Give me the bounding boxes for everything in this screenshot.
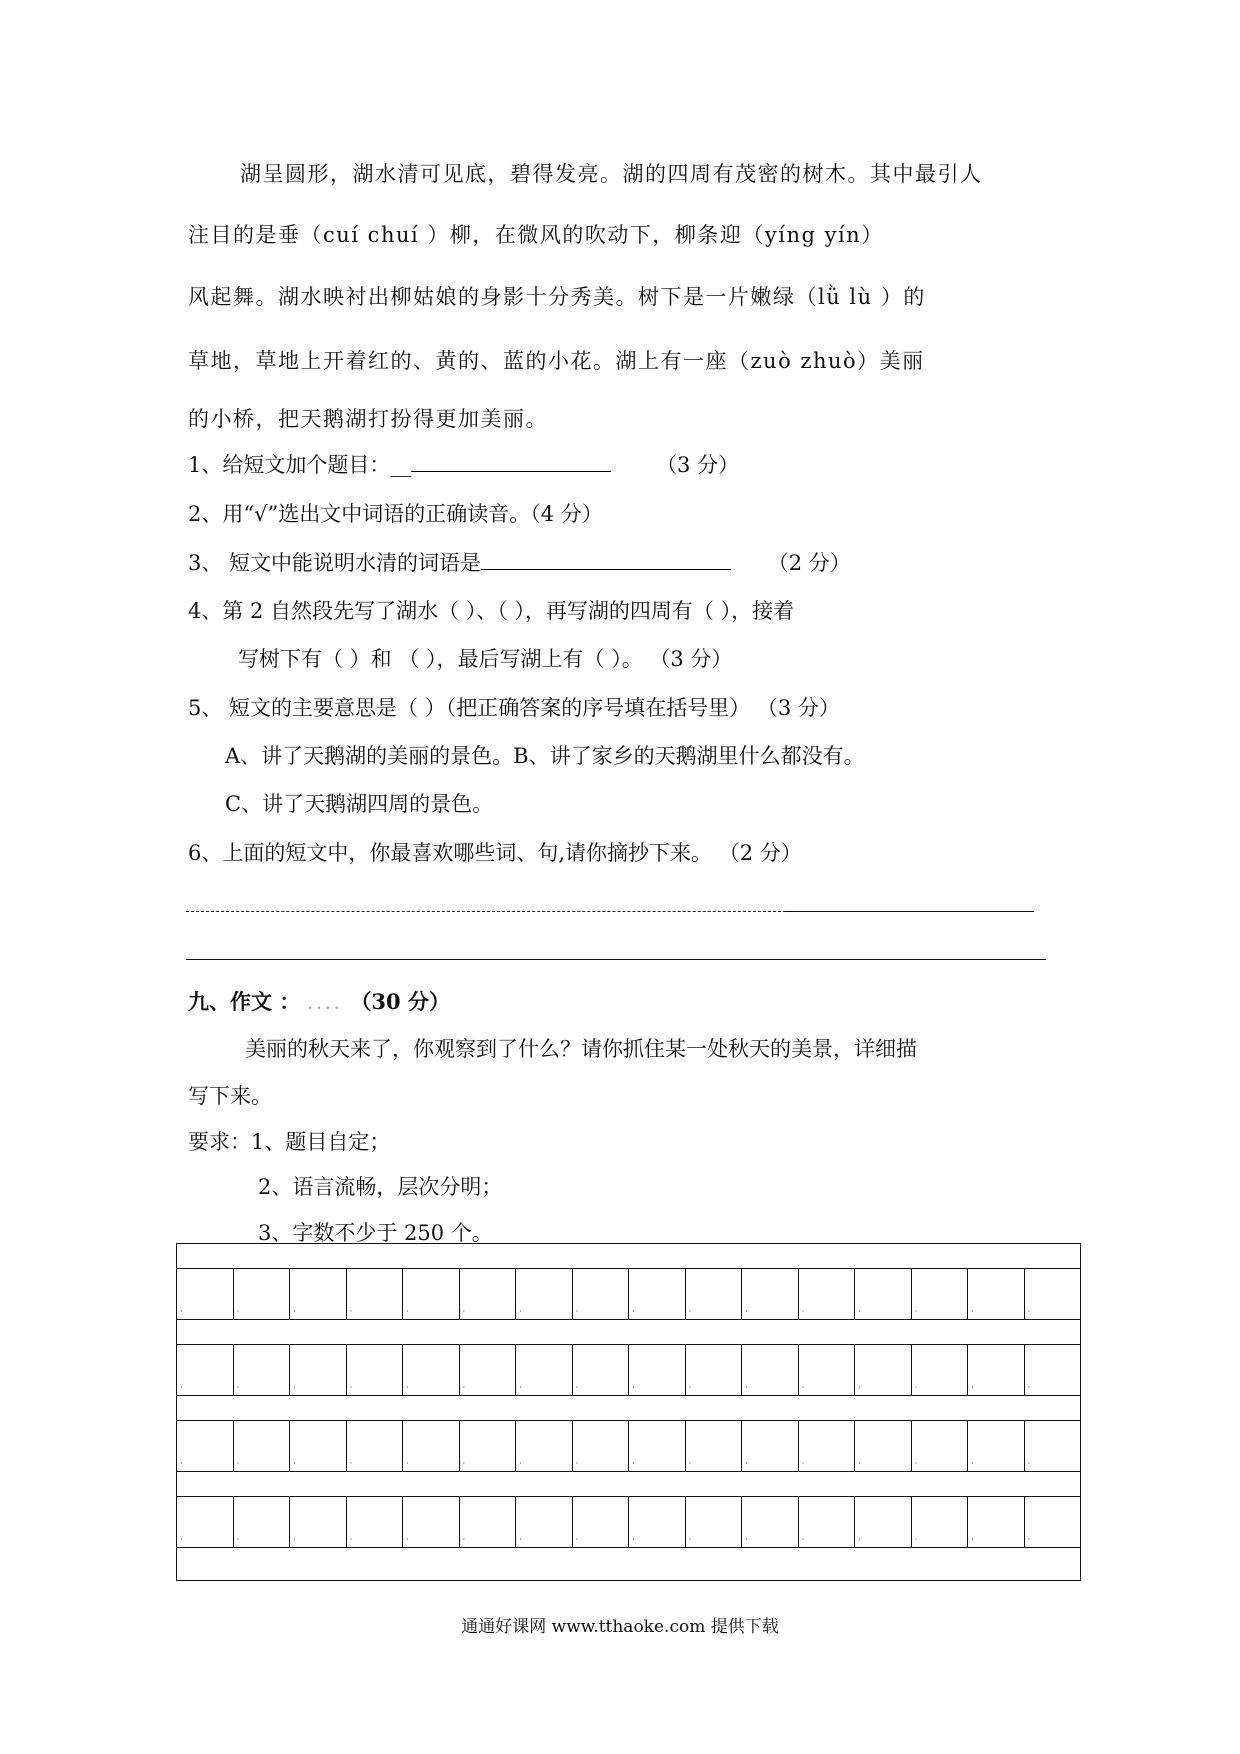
grid-cell[interactable]	[799, 1269, 856, 1319]
grid-cell[interactable]	[799, 1497, 856, 1547]
grid-cell[interactable]	[177, 1345, 234, 1395]
grid-cell[interactable]	[686, 1497, 743, 1547]
grid-cell[interactable]	[912, 1269, 969, 1319]
grid-cell[interactable]	[403, 1345, 460, 1395]
grid-cell[interactable]	[912, 1421, 969, 1471]
grid-cell[interactable]	[742, 1345, 799, 1395]
grid-cell[interactable]	[968, 1269, 1025, 1319]
grid-cell[interactable]	[290, 1497, 347, 1547]
composition-prompt-line-1: 美丽的秋天来了，你观察到了什么？请你抓住某一处秋天的美景，详细描	[245, 1037, 917, 1061]
grid-cell[interactable]	[177, 1421, 234, 1471]
question-2: 2、用“√”选出文中词语的正确读音。（4 分）	[188, 502, 603, 526]
grid-cell[interactable]	[347, 1497, 404, 1547]
grid-cell[interactable]	[629, 1269, 686, 1319]
grid-cell[interactable]	[234, 1497, 291, 1547]
grid-row	[177, 1268, 1080, 1320]
question-3	[188, 549, 851, 577]
grid-cell[interactable]	[912, 1345, 969, 1395]
composition-heading-dots: ....	[307, 997, 344, 1013]
grid-cell[interactable]	[573, 1421, 630, 1471]
question-6: 6、上面的短文中，你最喜欢哪些词、句,请你摘抄下来。 （2 分）	[188, 841, 802, 865]
grid-cell[interactable]	[1025, 1345, 1081, 1395]
grid-cell[interactable]	[629, 1345, 686, 1395]
grid-cell[interactable]	[573, 1345, 630, 1395]
grid-cell[interactable]	[234, 1345, 291, 1395]
grid-cell[interactable]	[177, 1497, 234, 1547]
grid-cell[interactable]	[460, 1421, 517, 1471]
grid-cell[interactable]	[686, 1345, 743, 1395]
grid-cell[interactable]	[855, 1497, 912, 1547]
grid-cell[interactable]	[1025, 1497, 1081, 1547]
grid-cell[interactable]	[290, 1269, 347, 1319]
grid-cell[interactable]	[516, 1497, 573, 1547]
requirement-3: 3、字数不少于 250 个。	[258, 1221, 493, 1245]
question-1	[188, 451, 739, 479]
grid-cell[interactable]	[1025, 1269, 1081, 1319]
grid-cell[interactable]	[1025, 1421, 1081, 1471]
grid-cell[interactable]	[742, 1421, 799, 1471]
grid-cell[interactable]	[460, 1345, 517, 1395]
composition-heading-label: 九、作文 ：	[188, 989, 301, 1014]
grid-cell[interactable]	[516, 1345, 573, 1395]
answer-line-1-solid[interactable]	[786, 911, 1034, 912]
grid-cell[interactable]	[855, 1421, 912, 1471]
grid-cell[interactable]	[912, 1497, 969, 1547]
grid-cell[interactable]	[234, 1421, 291, 1471]
grid-cell[interactable]	[573, 1269, 630, 1319]
grid-cell[interactable]	[573, 1497, 630, 1547]
passage-line-2: 注目的是垂（cuí chuí ）柳，在微风的吹动下，柳条迎（yíng yín）	[188, 223, 884, 247]
question-5-option-ab: A、讲了天鹅湖的美丽的景色。B、讲了家乡的天鹅湖里什么都没有。	[225, 744, 865, 768]
grid-cell[interactable]	[460, 1497, 517, 1547]
composition-heading-score: （30 分）	[350, 989, 450, 1014]
composition-prompt-line-2: 写下来。	[188, 1084, 272, 1108]
grid-cell[interactable]	[629, 1497, 686, 1547]
grid-cell[interactable]	[516, 1421, 573, 1471]
question-1-prefix: __	[390, 453, 412, 477]
grid-cell[interactable]	[968, 1345, 1025, 1395]
passage-line-4: 草地，草地上开着红的、黄的、蓝的小花。湖上有一座（zuò zhuò）美丽	[188, 349, 925, 373]
question-3-text: 3、 短文中能说明水清的词语是	[188, 551, 482, 575]
passage-line-1: 湖呈圆形，湖水清可见底，碧得发亮。湖的四周有茂密的树木。其中最引人	[240, 162, 983, 186]
grid-cell[interactable]	[347, 1421, 404, 1471]
grid-cell[interactable]	[234, 1269, 291, 1319]
grid-cell[interactable]	[855, 1269, 912, 1319]
grid-cell[interactable]	[968, 1421, 1025, 1471]
question-5: 5、 短文的主要意思是（ ）（把正确答案的序号填在括号里） （3 分）	[188, 696, 840, 720]
grid-cell[interactable]	[290, 1345, 347, 1395]
grid-row	[177, 1344, 1080, 1396]
question-1-text: 1、给短文加个题目：	[188, 453, 391, 477]
question-5-option-c: C、讲了天鹅湖四周的景色。	[225, 792, 494, 816]
question-3-score: （2 分）	[767, 551, 851, 575]
writing-grid[interactable]	[176, 1243, 1081, 1581]
requirement-1: 要求：1、题目自定；	[188, 1130, 391, 1154]
grid-cell[interactable]	[799, 1421, 856, 1471]
footer-text: 通通好课网 www.tthaoke.com 提供下载	[461, 1617, 779, 1637]
answer-line-2[interactable]	[186, 959, 1046, 960]
grid-cell[interactable]	[403, 1421, 460, 1471]
passage-line-3: 风起舞。湖水映衬出柳姑娘的身影十分秀美。树下是一片嫩绿（lǜ lù ）的	[188, 285, 926, 309]
grid-cell[interactable]	[742, 1497, 799, 1547]
grid-cell[interactable]	[403, 1497, 460, 1547]
question-4-line-2: 写树下有（ ）和 （ ），最后写湖上有（ ）。 （3 分）	[238, 647, 733, 671]
grid-cell[interactable]	[629, 1421, 686, 1471]
answer-line-1-dashed[interactable]	[186, 911, 786, 912]
grid-cell[interactable]	[742, 1269, 799, 1319]
composition-heading	[188, 988, 450, 1019]
question-1-score: （3 分）	[656, 453, 740, 477]
grid-cell[interactable]	[686, 1269, 743, 1319]
grid-cell[interactable]	[403, 1269, 460, 1319]
grid-row	[177, 1496, 1080, 1548]
grid-cell[interactable]	[460, 1269, 517, 1319]
grid-cell[interactable]	[968, 1497, 1025, 1547]
grid-cell[interactable]	[290, 1421, 347, 1471]
question-3-answer-blank[interactable]	[481, 569, 731, 570]
grid-cell[interactable]	[686, 1421, 743, 1471]
grid-cell[interactable]	[855, 1345, 912, 1395]
question-1-answer-blank[interactable]	[411, 471, 611, 472]
grid-cell[interactable]	[177, 1269, 234, 1319]
grid-cell[interactable]	[347, 1269, 404, 1319]
grid-cell[interactable]	[347, 1345, 404, 1395]
passage-line-5: 的小桥，把天鹅湖打扮得更加美丽。	[188, 407, 548, 431]
grid-row	[177, 1420, 1080, 1472]
grid-cell[interactable]	[799, 1345, 856, 1395]
requirement-2: 2、语言流畅，层次分明；	[258, 1175, 503, 1199]
grid-cell[interactable]	[516, 1269, 573, 1319]
question-4-line-1: 4、第 2 自然段先写了湖水（ ）、（ ），再写湖的四周有（ ），接着	[188, 599, 795, 623]
